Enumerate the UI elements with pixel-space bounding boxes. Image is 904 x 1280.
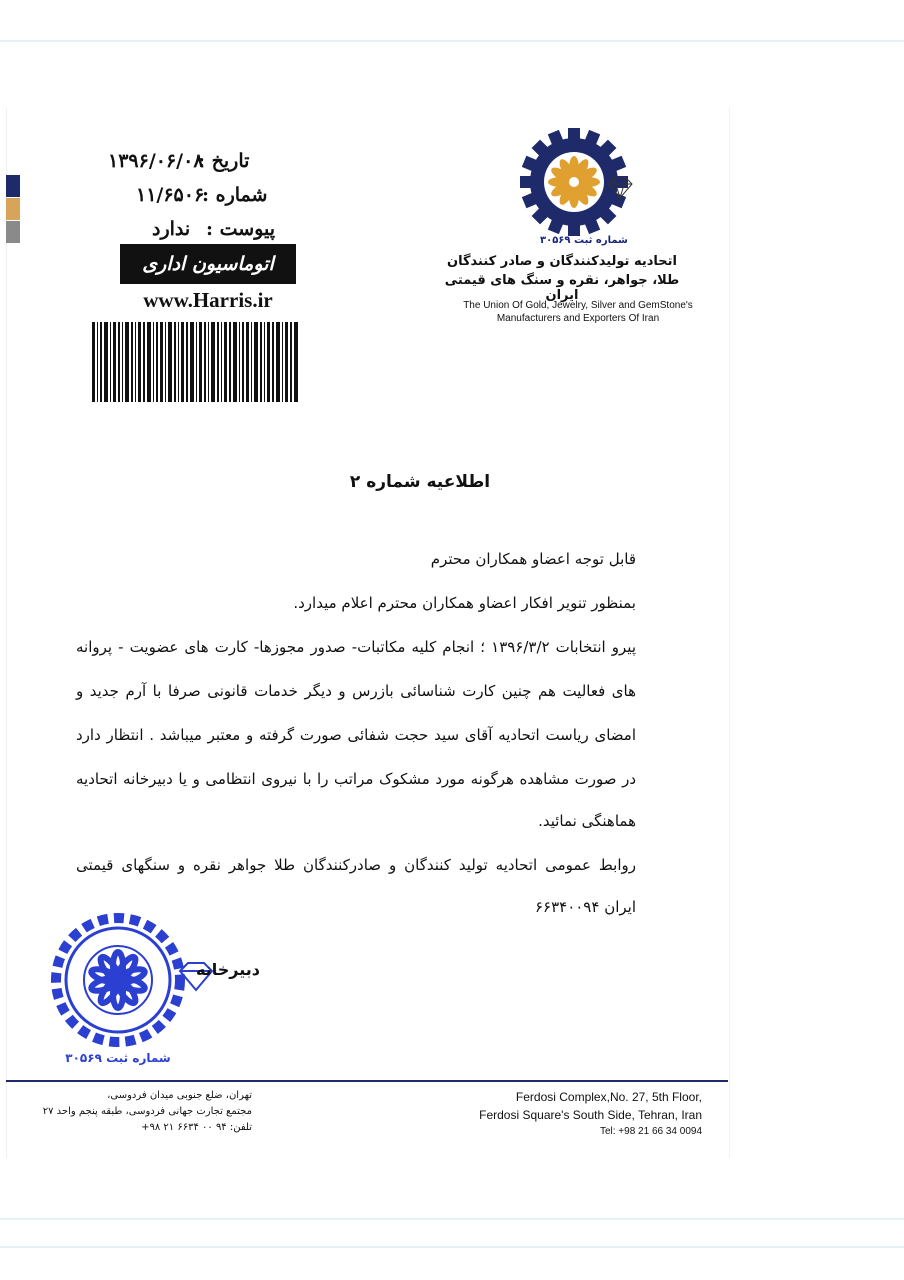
letter-title: اطلاعیه شماره ۲	[349, 472, 491, 492]
footer-address-fa-line2: مجتمع تجارت جهانی فردوسی، طبقه پنجم واحد ۲۷	[42, 1106, 252, 1117]
org-name-en-line2: Manufacturers and Exporters Of Iran	[496, 313, 660, 324]
body-line: پیرو انتخابات ۱۳۹۶/۳/۲ ؛ انجام کلیه مکاتبات- صدور مجوزها- کارت های عضویت - پروانه	[76, 638, 636, 656]
number-label: شماره :	[202, 184, 268, 206]
automation-badge: اتوماسیون اداری	[120, 244, 296, 284]
footer-address-fa-line1: تهران، ضلع جنوبی میدان فردوسی،	[107, 1090, 252, 1101]
closing-line: ایران ۶۶۳۴۰۰۹۴	[534, 898, 636, 916]
org-name-fa-line1: اتحادیه تولیدکنندگان و صادر کنندگان	[447, 254, 677, 269]
union-logo-icon	[520, 128, 640, 238]
date-value: ۱۳۹۶/۰۶/۰۸	[108, 150, 204, 172]
attachment-label: پیوست :	[206, 218, 276, 240]
color-tab-gold	[6, 198, 20, 220]
salutation: قابل توجه اعضاو همکاران محترم	[430, 550, 636, 568]
intro-line: بمنظور تنویر افکار اعضاو همکاران محترم اعلام میدارد.	[293, 594, 636, 612]
closing-line: روابط عمومی اتحادیه تولید کنندگان و صادرکنندگان طلا جواهر نقره و سنگهای قیمتی	[76, 856, 636, 874]
footer-divider	[6, 1080, 728, 1082]
footer-address-en-line2: Ferdosi Square's South Side, Tehran, Iran	[479, 1108, 702, 1122]
color-tab-gray	[6, 221, 20, 243]
color-tab-navy	[6, 175, 20, 197]
footer-phone-fa: تلفن: ۹۴ ۰۰ ۶۶۳۴ ۲۱ ۹۸+	[141, 1122, 252, 1133]
stamp-registration: شماره ثبت ۳۰۵۶۹	[65, 1051, 171, 1065]
barcode	[92, 322, 298, 402]
union-stamp-icon	[36, 900, 226, 1070]
body-line: امضای ریاست اتحادیه آقای سید حجت شفائی صورت گرفته و معتبر میباشد . انتظار دارد	[76, 726, 636, 744]
org-name-fa-line2: طلا، جواهر، نقره و سنگ های قیمتی ایران	[444, 273, 680, 303]
body-line: هماهنگی نمائید.	[538, 812, 636, 830]
registration-number: شماره ثبت ۳۰۵۶۹	[540, 235, 628, 246]
website-link: www.Harris.ir	[143, 288, 273, 312]
body-line: های فعالیت هم چنین کارت شناسائی بازرس و دیگر خدمات قانونی صرفا با آرم جدید و	[76, 682, 636, 700]
body-line: در صورت مشاهده هرگونه مورد مشکوک مراتب را با نیروی انتظامی و یا دبیرخانه اتحادیه	[76, 770, 636, 788]
footer-phone-en: Tel: +98 21 66 34 0094	[599, 1126, 702, 1137]
attachment-value: ندارد	[152, 218, 191, 240]
org-name-en-line1: The Union Of Gold, Jewelry, Silver and GemStone's	[463, 300, 693, 311]
signoff-secretariat: دبیرخانه	[196, 960, 260, 979]
number-value: ۱۱/۶۵۰۶	[136, 184, 205, 206]
date-label: تاریخ :	[198, 150, 250, 172]
footer-address-en-line1: Ferdosi Complex,No. 27, 5th Floor,	[515, 1090, 702, 1104]
